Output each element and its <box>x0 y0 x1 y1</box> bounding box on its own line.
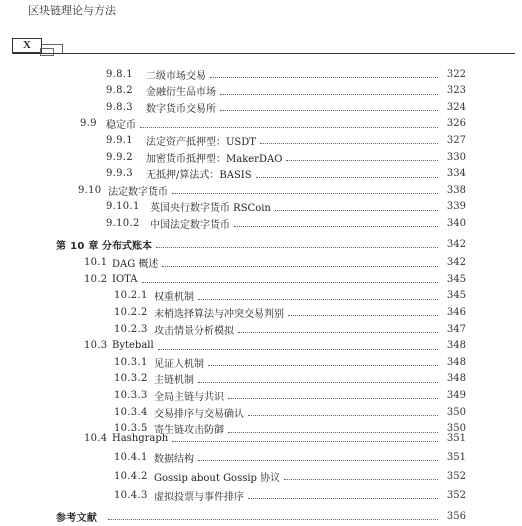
toc-number: 9.9.2 <box>106 151 133 163</box>
toc-leader <box>156 246 438 248</box>
toc-page: 342 <box>446 238 466 250</box>
toc-page: 348 <box>446 340 466 352</box>
toc-page: 322 <box>446 68 466 80</box>
toc-title: 二级市场交易 <box>146 70 206 82</box>
toc-leader <box>172 440 438 442</box>
toc-page: 342 <box>446 257 466 269</box>
toc-chapter-title: 参考文献 <box>56 512 98 524</box>
toc-page: 339 <box>446 201 466 213</box>
toc-entry[interactable] <box>84 428 466 448</box>
toc-leader <box>140 126 438 128</box>
toc-number: 10.2.1 <box>114 290 148 302</box>
toc-number: 10.4.1 <box>114 451 148 463</box>
toc-leader <box>220 93 438 95</box>
toc-title: 虚拟投票与事件排序 <box>154 491 244 503</box>
toc-title: Hashgraph <box>112 432 169 444</box>
toc-page: 352 <box>446 489 466 501</box>
toc-title: 数据结构 <box>154 453 194 465</box>
toc-title: Byteball <box>112 340 154 352</box>
toc-number: 10.4 <box>84 432 108 444</box>
toc-leader <box>288 314 438 316</box>
toc-page: 323 <box>446 85 466 97</box>
toc-number: 10.3.2 <box>114 373 148 385</box>
toc-number: 9.8.1 <box>106 68 133 80</box>
toc-number: 10.3.5 <box>114 423 148 435</box>
toc-chapter-entry[interactable] <box>56 234 466 254</box>
toc-page: 352 <box>446 470 466 482</box>
toc-entry[interactable] <box>114 485 466 505</box>
toc-title: 攻击情景分析模拟 <box>154 325 234 337</box>
toc-page: 350 <box>446 406 466 418</box>
toc-leader <box>275 209 438 211</box>
toc-number: 9.9.1 <box>106 134 133 146</box>
toc-leader <box>158 348 438 350</box>
page-number-badge: X <box>12 38 42 53</box>
toc-leader <box>220 109 438 111</box>
toc-leader <box>248 414 438 416</box>
toc-page: 350 <box>446 423 466 435</box>
toc-chapter-number: 第 10 章 <box>56 240 99 252</box>
toc-leader <box>286 159 438 161</box>
toc-number: 10.3 <box>84 340 108 352</box>
toc-leader <box>228 397 438 399</box>
toc-title: 加密货币抵押型：MakerDAO <box>146 153 283 165</box>
toc-number: 9.10.1 <box>106 201 140 213</box>
toc-number: 10.2.3 <box>114 323 148 335</box>
toc-number: 10.2.2 <box>114 306 148 318</box>
toc-number: 9.10 <box>78 184 102 196</box>
toc-page: 351 <box>446 432 466 444</box>
toc-title: 数字货币交易所 <box>146 103 216 115</box>
toc-title: 交易排序与交易确认 <box>154 408 244 420</box>
toc-page: 338 <box>446 184 466 196</box>
toc-number: 9.9.3 <box>106 168 133 180</box>
toc-number: 10.3.1 <box>114 356 148 368</box>
toc-title: 主链机制 <box>154 375 194 387</box>
toc-page: 356 <box>446 510 466 522</box>
toc-leader <box>142 281 439 283</box>
toc-page: 326 <box>446 118 466 130</box>
toc-leader <box>260 142 438 144</box>
toc-page: 348 <box>446 356 466 368</box>
toc-page: 345 <box>446 290 466 302</box>
toc-title: 末梢选择算法与冲突交易判别 <box>154 308 284 320</box>
toc-leader <box>208 364 438 366</box>
header-rule <box>12 53 515 54</box>
toc-page: 351 <box>446 451 466 463</box>
toc-leader <box>210 76 438 78</box>
toc-number: 9.8.2 <box>106 85 133 97</box>
toc-title: 见证人机制 <box>154 358 204 370</box>
toc-number: 10.2 <box>84 273 108 285</box>
toc-leader <box>234 225 438 227</box>
toc-page: 348 <box>446 373 466 385</box>
page-badge-decoration-inner <box>40 48 54 56</box>
toc-page: 346 <box>446 306 466 318</box>
toc-leader <box>248 497 438 499</box>
toc-title: Gossip about Gossip 协议 <box>154 472 281 484</box>
toc-number: 10.3.3 <box>114 389 148 401</box>
toc-entry[interactable] <box>114 466 466 486</box>
toc-entry[interactable] <box>106 213 466 233</box>
toc-page: 334 <box>446 168 466 180</box>
toc-title: 法定数字货币 <box>108 186 168 198</box>
toc-title: 权重机制 <box>154 292 194 304</box>
toc-leader <box>172 192 438 194</box>
toc-number: 9.8.3 <box>106 101 133 113</box>
toc-number: 9.10.2 <box>106 217 140 229</box>
toc-leader <box>198 381 438 383</box>
book-title: 区块链理论与方法 <box>28 4 116 17</box>
toc-number: 9.9 <box>80 118 97 130</box>
toc-number: 10.3.4 <box>114 406 148 418</box>
toc-title: 中国法定数字货币 <box>150 219 230 231</box>
toc-number: 10.1 <box>84 257 108 269</box>
toc-page: 327 <box>446 134 466 146</box>
toc-leader <box>162 265 438 267</box>
toc-title: 法定资产抵押型：USDT <box>146 136 256 148</box>
toc-leader <box>284 478 438 480</box>
toc-page: 324 <box>446 101 466 113</box>
toc-title: 稳定币 <box>106 120 136 132</box>
toc-chapter-entry[interactable] <box>56 506 466 526</box>
toc-leader <box>108 518 438 520</box>
toc-chapter-title: 分布式账本 <box>102 240 152 252</box>
toc-page: 330 <box>446 151 466 163</box>
toc-leader <box>256 176 438 178</box>
toc-title: IOTA <box>112 273 138 285</box>
toc-title: 无抵押/算法式：BASIS <box>146 170 252 182</box>
toc-page: 347 <box>446 323 466 335</box>
toc-number: 10.4.3 <box>114 489 148 501</box>
toc-page: 340 <box>446 217 466 229</box>
toc-leader <box>238 331 438 333</box>
toc-page: 345 <box>446 273 466 285</box>
toc-number: 10.4.2 <box>114 470 148 482</box>
toc-leader <box>198 459 438 461</box>
toc-page: 349 <box>446 389 466 401</box>
toc-title: 金融衍生品市场 <box>146 87 216 99</box>
toc-title: 寄生链攻击防御 <box>154 425 224 437</box>
toc-title: DAG 概述 <box>112 259 159 271</box>
toc-entry[interactable] <box>114 447 466 467</box>
toc-title: 英国央行数字货币 RSCoin <box>150 203 271 215</box>
toc-leader <box>198 298 438 300</box>
toc-title: 全局主链与共识 <box>154 391 224 403</box>
